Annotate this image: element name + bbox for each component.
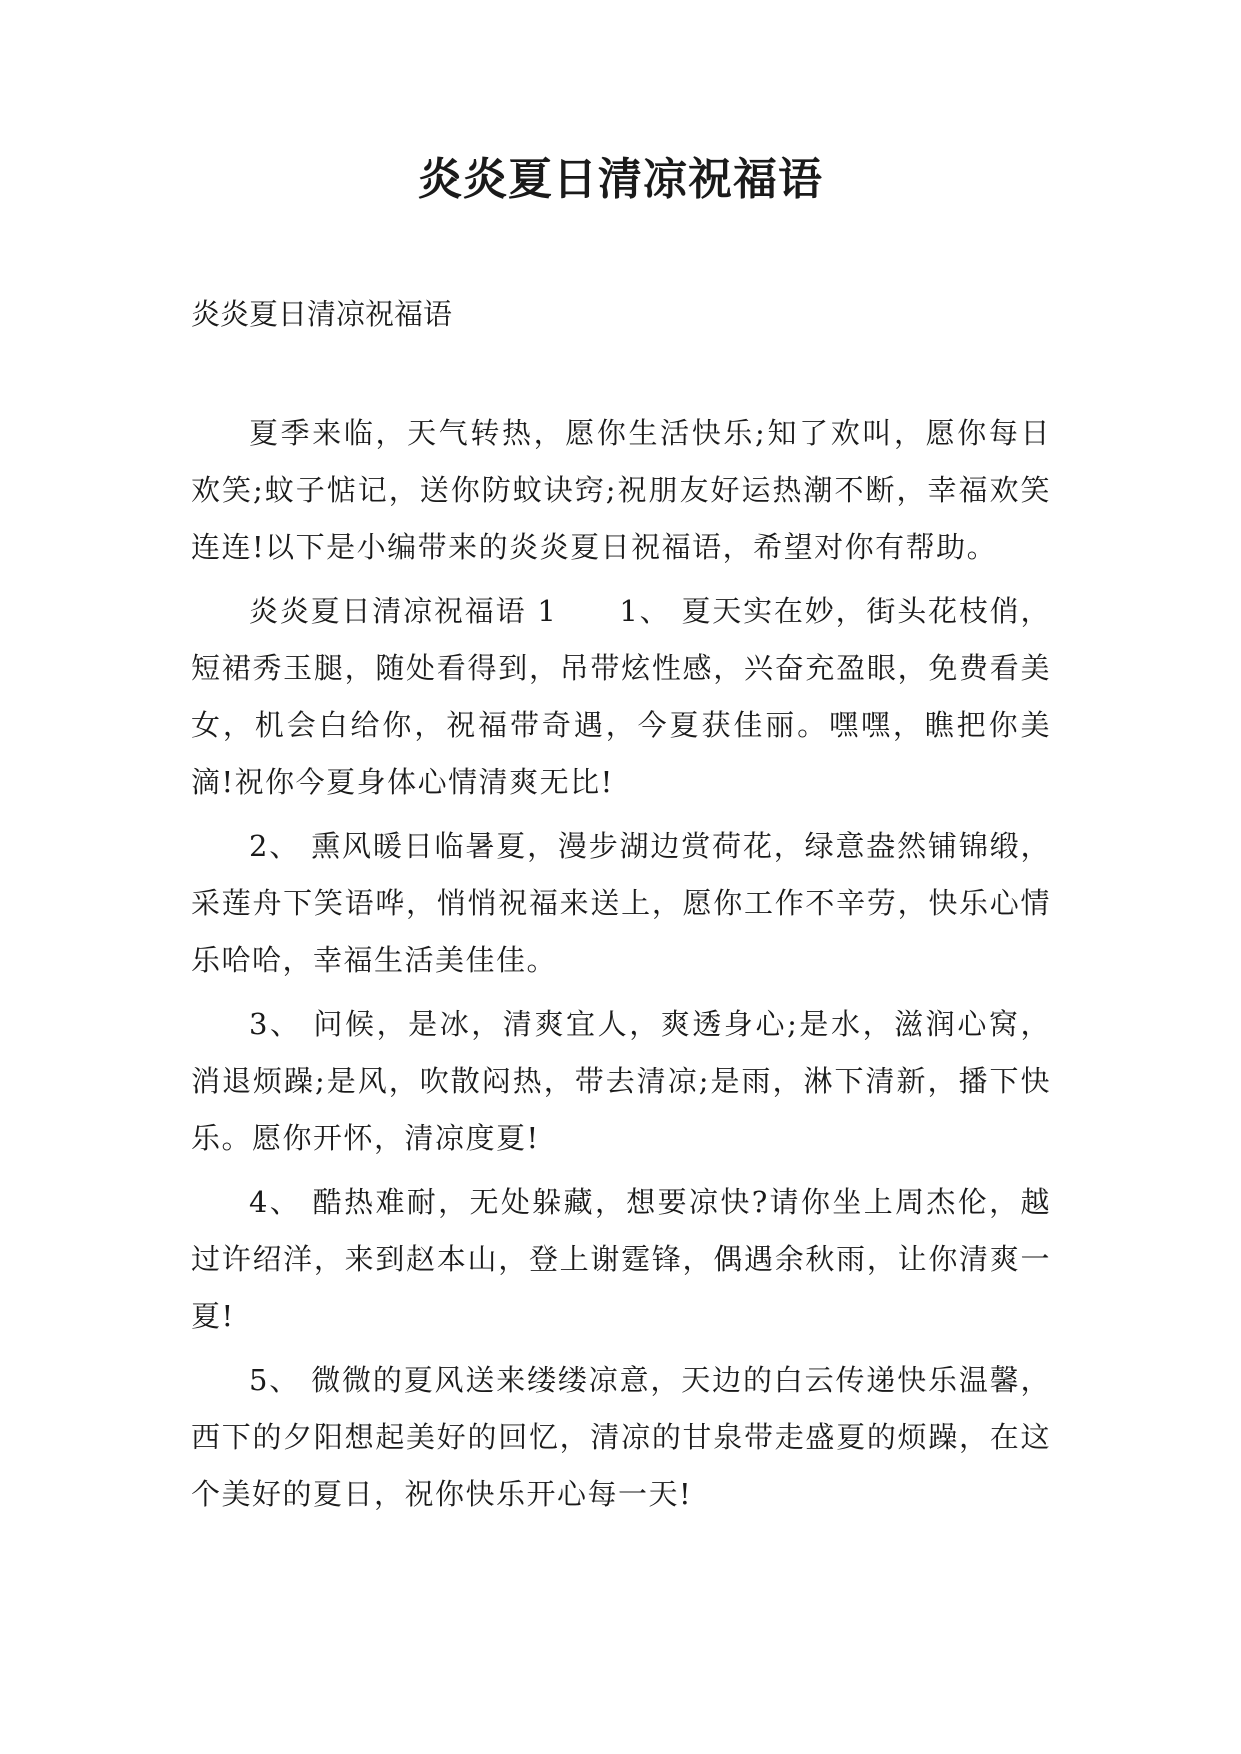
document-title: 炎炎夏日清凉祝福语	[418, 154, 823, 205]
paragraph-1: 炎炎夏日清凉祝福语 1 1、 夏天实在妙，街头花枝俏，短裙秀玉腿，随处看得到，吊带炫性感，兴奋充盈眼，免费看美女，机会白给你，祝福带奇遇，今夏获佳丽。嘿嘿，瞧把你美滴!祝你今夏身体心情清爽无比!	[191, 594, 1051, 799]
paragraph-2: 2、 熏风暖日临暑夏，漫步湖边赏荷花，绿意盎然铺锦缎，采莲舟下笑语哗，悄悄祝福来送上，愿你工作不辛劳，快乐心情乐哈哈，幸福生活美佳佳。	[191, 829, 1051, 977]
paragraph-5: 5、 微微的夏风送来缕缕凉意，天边的白云传递快乐温馨，西下的夕阳想起美好的回忆，清凉的甘泉带走盛夏的烦躁，在这个美好的夏日，祝你快乐开心每一天!	[191, 1363, 1051, 1511]
document-subtitle: 炎炎夏日清凉祝福语	[191, 297, 453, 331]
paragraph-4: 4、 酷热难耐，无处躲藏，想要凉快?请你坐上周杰伦，越过许绍洋，来到赵本山，登上谢霆锋，偶遇余秋雨，让你清爽一夏!	[191, 1185, 1051, 1333]
paragraph-3: 3、 问候，是冰，清爽宜人，爽透身心;是水，滋润心窝，消退烦躁;是风，吹散闷热，带去清凉;是雨，淋下清新，播下快乐。愿你开怀，清凉度夏!	[191, 1007, 1051, 1155]
paragraph-intro: 夏季来临，天气转热，愿你生活快乐;知了欢叫，愿你每日欢笑;蚊子惦记，送你防蚊诀窍;祝朋友好运热潮不断，幸福欢笑连连!以下是小编带来的炎炎夏日祝福语，希望对你有帮助。	[191, 416, 1051, 564]
document-body	[191, 405, 1051, 1530]
